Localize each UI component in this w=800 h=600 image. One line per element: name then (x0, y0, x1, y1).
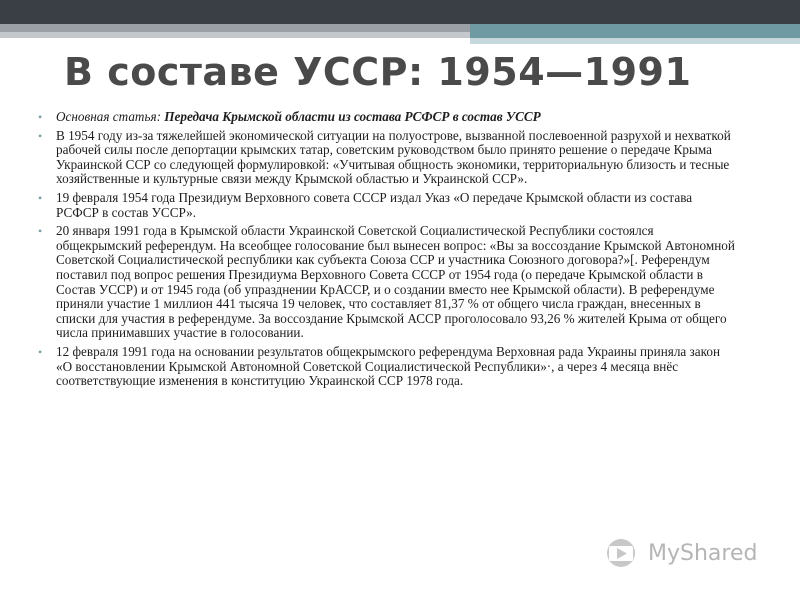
bullet-icon: • (38, 224, 43, 239)
bullet-text: 20 января 1991 года в Крымской области Украинской Советской Социалистической Республики состоялся общекрымский референдум. На всеобщее голосование был вынесен вопрос: «Вы за воссоздание Крымской Автономной Советской Социалистической республики как субъекта Союза ССР и участника Союзного договора?»[. Референдум поставил под вопрос решения Президиума Верховного Совета СССР от 1954 года (о передаче Крымской области в Состав УССР) и от 1945 года (об упразднении КрАССР, и о создании вместо нее Крымской области). В референдуме приняли участие 1 миллион 441 тысяча 19 человек, что составляет 81,37 % от общего числа граждан, внесенных в списки для участия в референдуме. За воссоздание Крымской АССР проголосовало 93,26 % жителей Крыма от общего числа принимавших участие в голосовании. (56, 223, 735, 341)
myshared-logo-icon (604, 536, 644, 570)
bullet-text: В 1954 году из-за тяжелейшей экономической ситуации на полуострове, вызванной послевоенной разрухой и нехваткой рабочей силы после депортации крымских татар, советским руководством было принято решение о передаче Крыма Украинской ССР со следующей формулировкой: «Учитывая общность экономики, территориальную близость и тесные хозяйственные и культурные связи между Крымской областью и Украинской ССР». (56, 127, 731, 187)
bullet-item (38, 110, 738, 125)
header-accent (470, 24, 800, 38)
bullet-lead: Основная статья: (56, 109, 165, 124)
bullet-text: 12 февраля 1991 года на основании результатов общекрымского референдума Верховная рада Украины приняла закон «О восстановлении Крымской Автономной Советской Социалистической Республики»·, а через 4 месяца внёс соответствующие изменения в конституцию Украинской ССР 1978 года. (56, 343, 721, 389)
bullet-item (38, 129, 738, 187)
bullet-icon: • (38, 344, 43, 359)
bullet-lead-link[interactable]: Передача Крымской области из состава РСФСР в состав УССР (164, 109, 541, 124)
watermark-text: MyShared (648, 540, 758, 566)
bullet-text: 19 февраля 1954 года Президиум Верховного совета СССР издал Указ «О передаче Крымской области из состава РСФСР в состав УССР». (56, 189, 693, 220)
bullet-icon: • (38, 128, 43, 143)
bullet-item (38, 224, 738, 341)
slide-content (38, 110, 738, 393)
bullet-item (38, 191, 738, 220)
watermark (604, 536, 774, 570)
header-accent-light (470, 38, 800, 44)
bullet-icon: • (38, 190, 43, 205)
slide-title: В составе УССР: 1954—1991 (64, 50, 692, 94)
bullet-icon: • (38, 110, 43, 124)
header-bar (0, 0, 800, 24)
bullet-item (38, 345, 738, 389)
